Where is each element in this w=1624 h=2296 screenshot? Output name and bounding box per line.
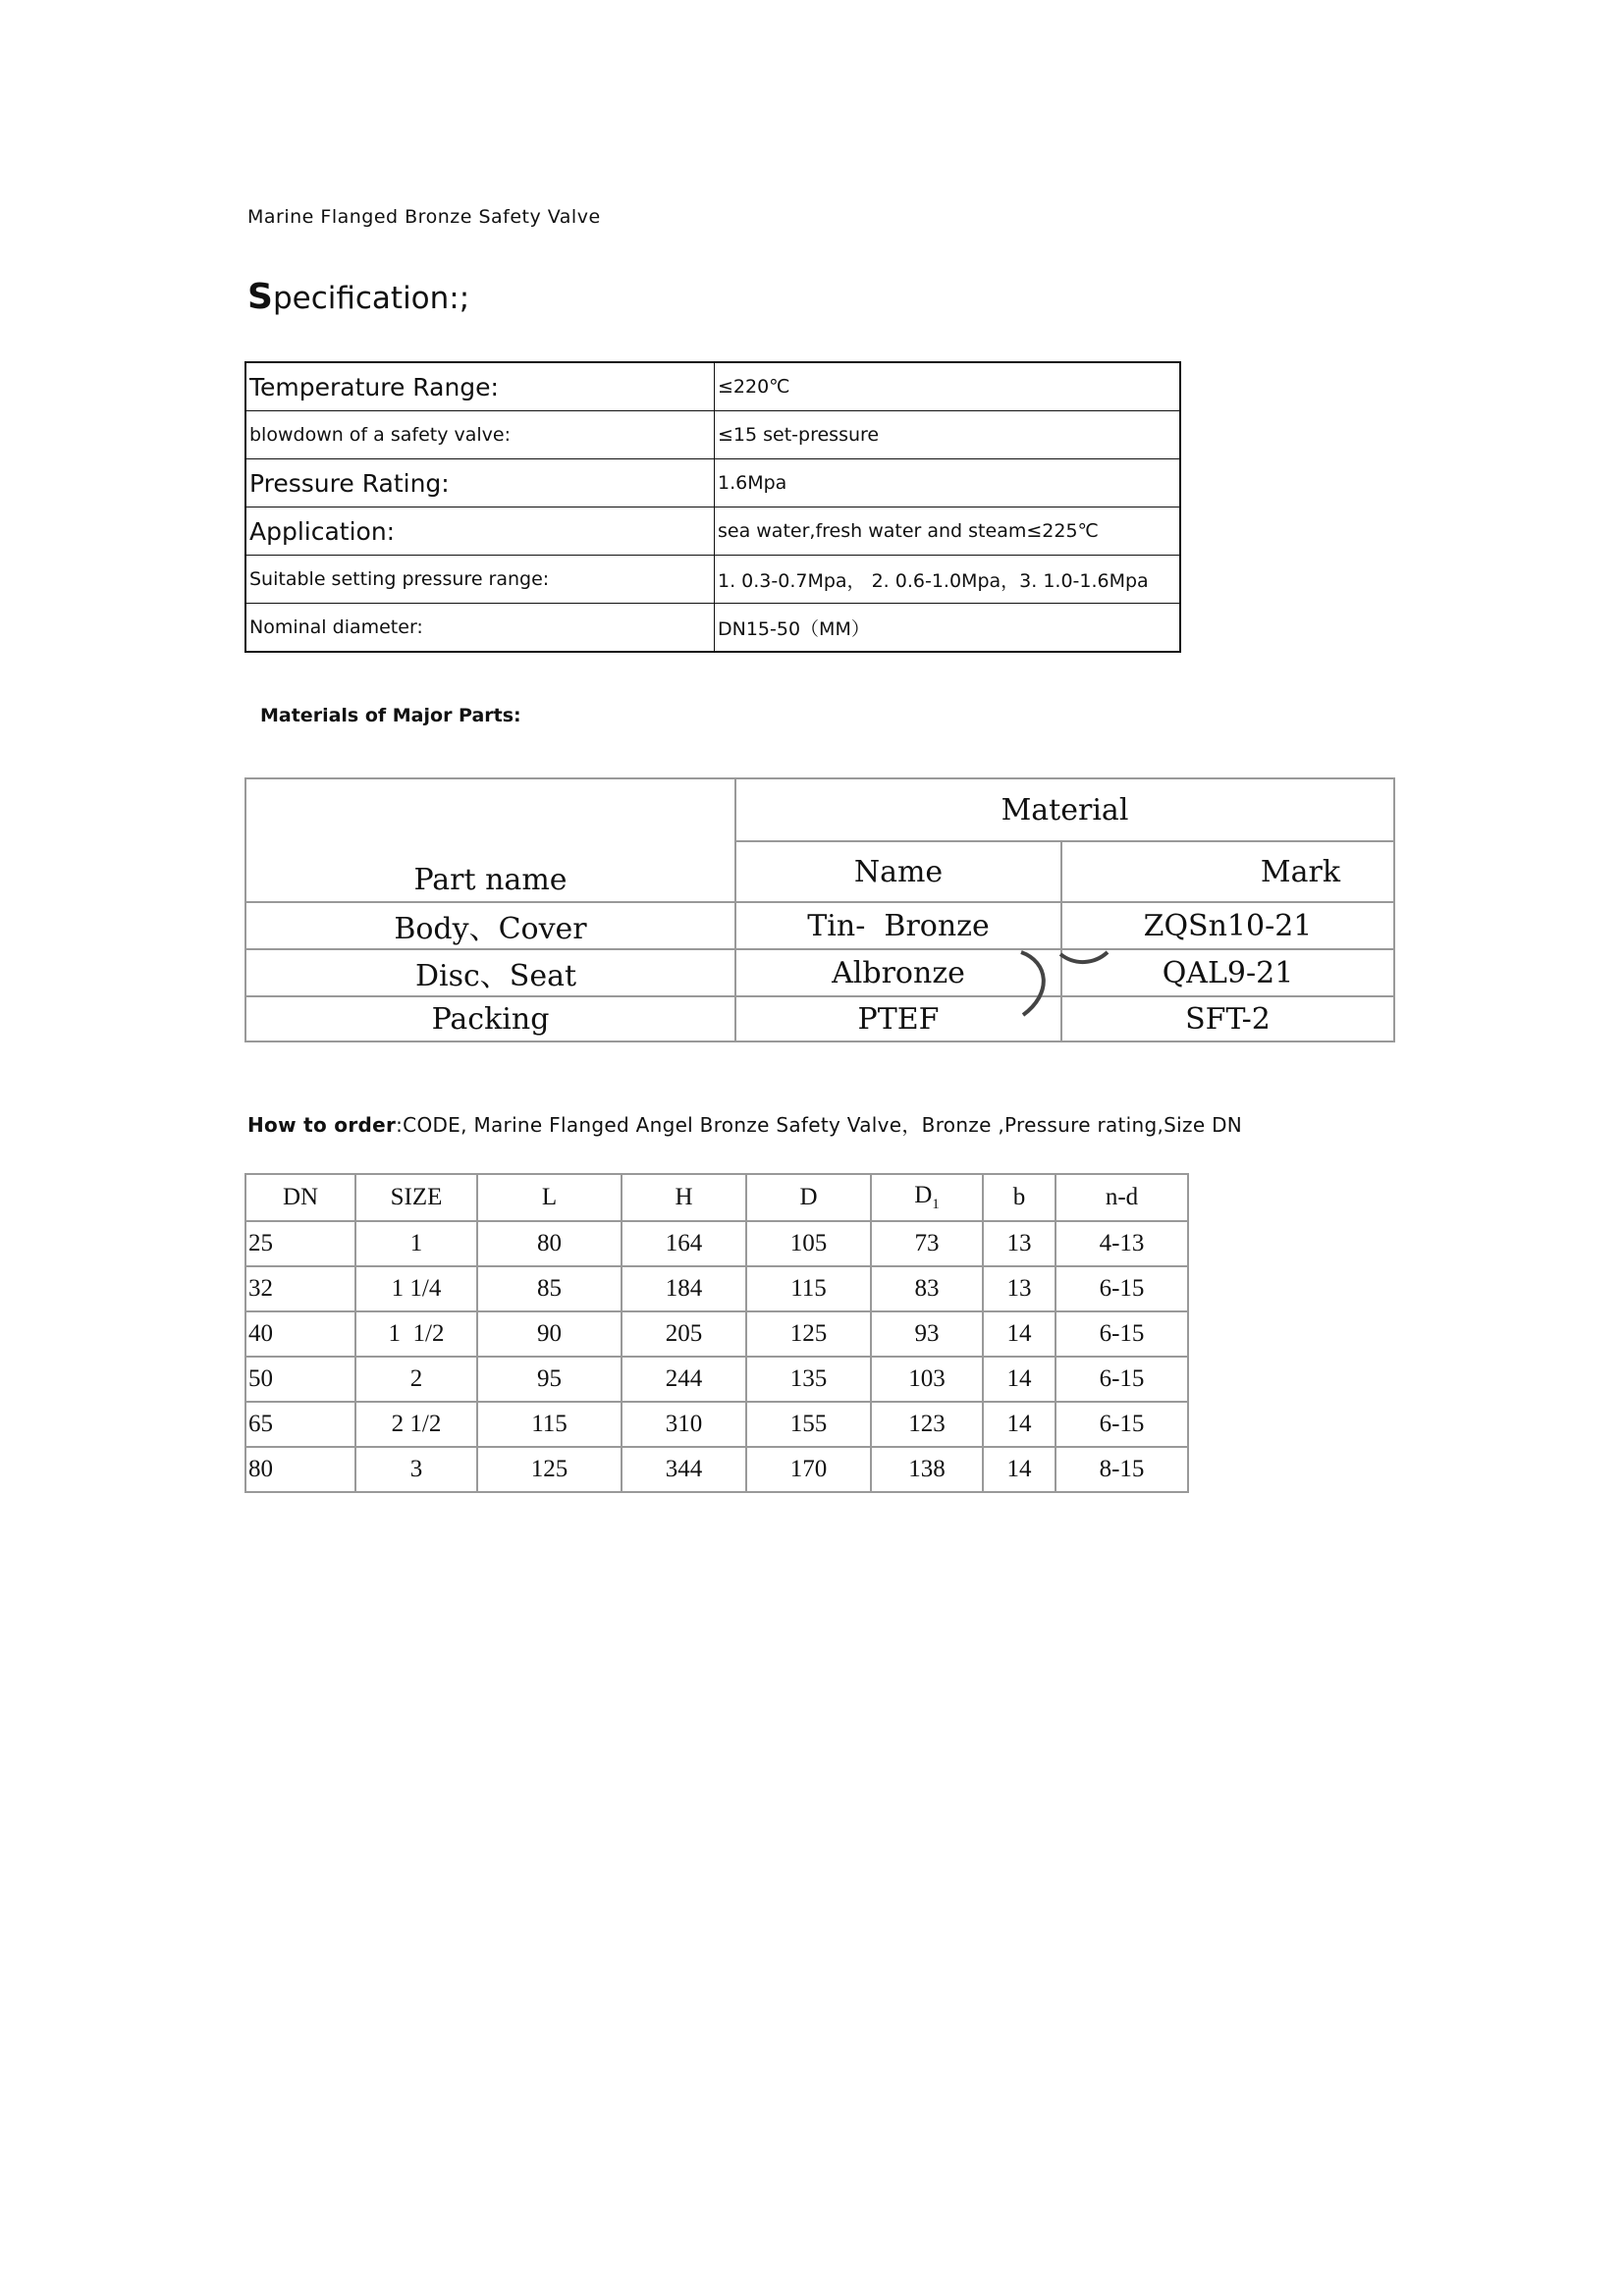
part-cell: Packing (245, 996, 735, 1041)
material-mark-cell: QAL9-21 (1061, 949, 1394, 996)
table-cell: 103 (871, 1357, 983, 1402)
table-cell: 40 (245, 1311, 355, 1357)
part-cell: Disc、Seat (245, 949, 735, 996)
document-title: Marine Flanged Bronze Safety Valve (247, 206, 601, 228)
table-row (245, 1221, 1188, 1266)
table-row (245, 411, 1180, 459)
column-header-d1-label: D (914, 1182, 933, 1208)
table-cell: 90 (477, 1311, 622, 1357)
table-row (245, 1402, 1188, 1447)
table-cell: 135 (746, 1357, 871, 1402)
column-header: D (746, 1174, 871, 1221)
table-cell: 73 (871, 1221, 983, 1266)
specification-heading (247, 277, 469, 317)
spec-label: Nominal diameter: (245, 604, 715, 653)
table-cell: 344 (622, 1447, 746, 1492)
table-row (245, 556, 1180, 604)
column-header: SIZE (355, 1174, 477, 1221)
table-cell: 6-15 (1056, 1266, 1188, 1311)
table-cell: 95 (477, 1357, 622, 1402)
table-row (245, 1311, 1188, 1357)
specification-heading-initial: S (247, 277, 273, 317)
table-cell: 155 (746, 1402, 871, 1447)
table-cell: 125 (746, 1311, 871, 1357)
table-row (245, 1357, 1188, 1402)
table-cell: 50 (245, 1357, 355, 1402)
column-header: H (622, 1174, 746, 1221)
spec-value: ≤220℃ (715, 362, 1181, 411)
table-cell: 13 (983, 1221, 1056, 1266)
table-cell: 170 (746, 1447, 871, 1492)
table-cell: 115 (477, 1402, 622, 1447)
spec-label: Temperature Range: (245, 362, 715, 411)
table-cell: 13 (983, 1266, 1056, 1311)
table-cell: 1 1/4 (355, 1266, 477, 1311)
table-row (245, 996, 1394, 1041)
table-cell: 310 (622, 1402, 746, 1447)
order-instructions (247, 1109, 1242, 1138)
table-cell: 93 (871, 1311, 983, 1357)
table-row (245, 507, 1180, 556)
table-row (245, 1266, 1188, 1311)
table-cell: 65 (245, 1402, 355, 1447)
spec-label: blowdown of a safety valve: (245, 411, 715, 459)
table-cell: 2 (355, 1357, 477, 1402)
name-header: Name (735, 841, 1061, 902)
table-cell: 138 (871, 1447, 983, 1492)
order-text: :CODE, Marine Flanged Angel Bronze Safety Valve，Bronze ,Pressure rating,Size DN (396, 1113, 1243, 1137)
materials-table (244, 777, 1395, 1042)
table-cell: 125 (477, 1447, 622, 1492)
table-cell: 205 (622, 1311, 746, 1357)
material-mark-cell: SFT-2 (1061, 996, 1394, 1041)
part-cell: Body、Cover (245, 902, 735, 949)
order-label: How to order (247, 1113, 397, 1137)
table-cell: 8-15 (1056, 1447, 1188, 1492)
spec-value: ≤15 set-pressure (715, 411, 1181, 459)
column-header: L (477, 1174, 622, 1221)
table-row (245, 1447, 1188, 1492)
table-header-row (245, 1174, 1188, 1221)
spec-value: DN15-50（MM） (715, 604, 1181, 653)
mark-header: Mark (1061, 841, 1394, 902)
dimensions-table (244, 1173, 1189, 1493)
material-name-cell: Tin- Bronze (735, 902, 1061, 949)
table-cell: 85 (477, 1266, 622, 1311)
table-cell: 32 (245, 1266, 355, 1311)
table-cell: 80 (477, 1221, 622, 1266)
part-name-header: Part name (245, 778, 735, 902)
material-header: Material (735, 778, 1394, 841)
table-cell: 14 (983, 1311, 1056, 1357)
column-header-d1 (871, 1174, 983, 1221)
table-cell: 80 (245, 1447, 355, 1492)
table-cell: 123 (871, 1402, 983, 1447)
table-cell: 115 (746, 1266, 871, 1311)
table-row (245, 902, 1394, 949)
table-cell: 83 (871, 1266, 983, 1311)
material-mark-cell: ZQSn10-21 (1061, 902, 1394, 949)
spec-value: 1. 0.3-0.7Mpa， 2. 0.6-1.0Mpa，3. 1.0-1.6Mpa (715, 556, 1181, 604)
table-cell: 244 (622, 1357, 746, 1402)
materials-heading: Materials of Major Parts: (260, 705, 521, 726)
column-header: n-d (1056, 1174, 1188, 1221)
column-header-d1-subscript: 1 (932, 1197, 940, 1212)
spec-value: 1.6Mpa (715, 459, 1181, 507)
table-cell: 164 (622, 1221, 746, 1266)
spec-value: sea water,fresh water and steam≤225℃ (715, 507, 1181, 556)
specification-table (244, 361, 1181, 653)
table-cell: 3 (355, 1447, 477, 1492)
table-cell: 6-15 (1056, 1311, 1188, 1357)
table-cell: 14 (983, 1402, 1056, 1447)
table-cell: 14 (983, 1447, 1056, 1492)
table-cell: 105 (746, 1221, 871, 1266)
table-row (245, 459, 1180, 507)
table-cell: 6-15 (1056, 1402, 1188, 1447)
table-cell: 1 1/2 (355, 1311, 477, 1357)
material-name-cell: Albronze (735, 949, 1061, 996)
table-cell: 14 (983, 1357, 1056, 1402)
column-header: b (983, 1174, 1056, 1221)
table-cell: 1 (355, 1221, 477, 1266)
material-name-cell: PTEF (735, 996, 1061, 1041)
table-row (245, 604, 1180, 653)
table-cell: 2 1/2 (355, 1402, 477, 1447)
table-cell: 25 (245, 1221, 355, 1266)
table-row (245, 949, 1394, 996)
table-row (245, 362, 1180, 411)
spec-label: Suitable setting pressure range: (245, 556, 715, 604)
spec-label: Pressure Rating: (245, 459, 715, 507)
table-cell: 184 (622, 1266, 746, 1311)
column-header: DN (245, 1174, 355, 1221)
table-cell: 4-13 (1056, 1221, 1188, 1266)
spec-label: Application: (245, 507, 715, 556)
scan-artifact-curve (1001, 944, 1119, 1028)
table-cell: 6-15 (1056, 1357, 1188, 1402)
specification-heading-rest: pecification:; (272, 281, 470, 316)
table-header-row (245, 778, 1394, 841)
